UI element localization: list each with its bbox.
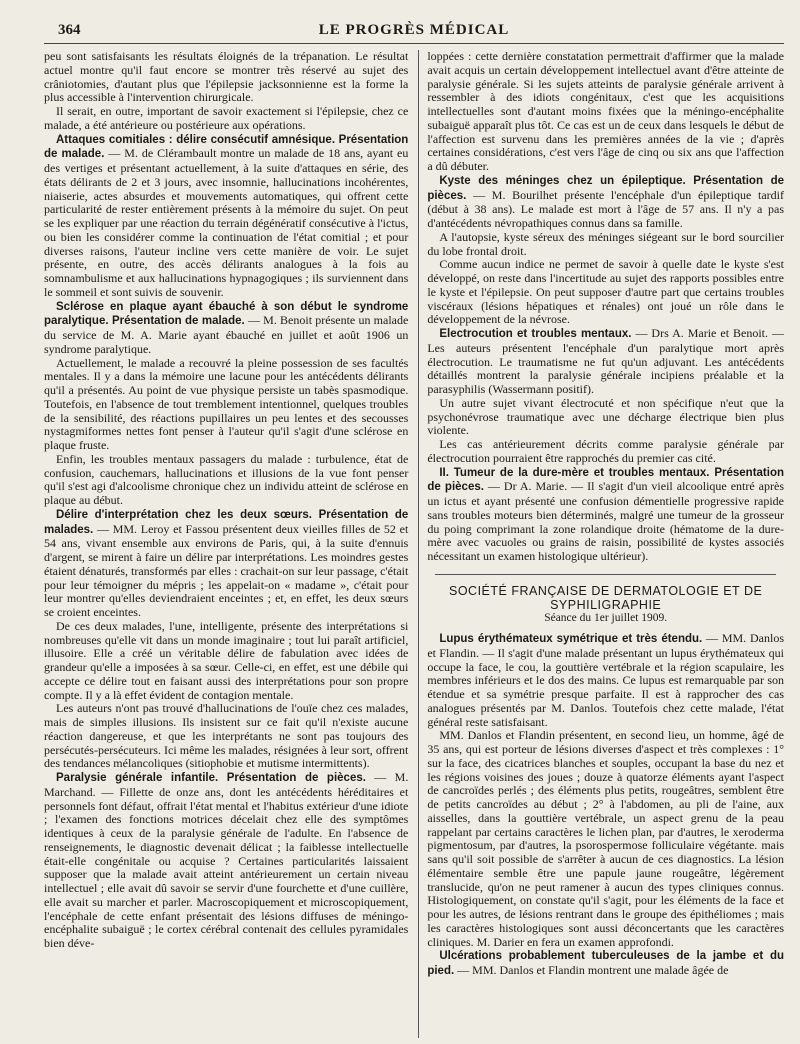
text-columns <box>44 50 784 1038</box>
section-title: Délire d'interprétation chez les deux sœurs. Présentation de malades. <box>44 508 409 536</box>
paragraph <box>44 133 408 300</box>
paragraph <box>44 702 408 771</box>
paragraph-text: — MM. Danlos et Flandin. — Il s'agit d'une malade présentant un lupus érythémateux qui occupe la face, le cou, la gouttière vertébrale et la région scapulaire, les membres inférieurs et le dos des mains. Ce lupus est remarquable par son étendue et sa symétrie presque parfaite. Il est à rapprocher des cas analogues présentés par M. Danlos. Toutefois chez cette malade, l'état général reste satisfaisant. <box>427 631 784 729</box>
paragraph <box>427 438 784 466</box>
paragraph-text: peu sont satisfaisants les résultats éloignés de la trépanation. Le résultat actuel montre qu'il faut encore se montrer très réservé au sujet des crâniotomies, d'autant plus que l'épilepsie jacksonnienne est la forme la plus accessible à l'intervention chirurgicale. <box>44 50 409 105</box>
paragraph <box>427 397 784 438</box>
paragraph-text: — M. Bourilhet présente l'encéphale d'un épileptique tardif (début à 38 ans). Le malade est mort à l'âge de 57 ans. Il n'y a pas d'antécédents névropathiques connus dans sa famille. <box>427 187 784 230</box>
paragraph <box>44 357 408 453</box>
header-rule <box>44 43 784 44</box>
paragraph <box>427 466 784 564</box>
paragraph <box>44 771 408 951</box>
running-head: LE PROGRÈS MÉDICAL <box>318 22 510 38</box>
paragraph <box>44 508 408 620</box>
paragraph-text: — M. de Clérambault montre un malade de 18 ans, ayant eu des vertiges et présentant actuellement, à la suite d'attaques en série, des états délirants de 2 et 3 jours, avec insomnie, hallucinations incohérentes, niaiserie, actes absurdes et mouvements automatiques, qui offrent cette particularité de rester entièrement présents à la mémoire du sujet. On peut se les expliquer par une réaction du terrain dégénératif consécutive à l'ictus, ou bien les considérer comme la continuation de l'état comitial ; et pour diverses raisons, l'auteur incline vers cette manière de voir. Le sujet présente, en outre, des accès délirants analogues à la fois au somnambulisme et aux hallucinations hypnagogiques ; ils surviennent dans le sommeil et sont suivis de souvenir. <box>44 146 409 299</box>
right-column <box>418 50 784 1038</box>
section-title: Lupus érythémateux symétrique et très étendu. <box>439 633 703 645</box>
paragraph <box>44 620 408 703</box>
paragraph-text: — M. Marchand. — Fillette de onze ans, dont les antécédents héréditaires et personnels font défaut, offrait l'état mental et l'habitus extérieur d'une idiote ; l'examen des fonctions motrices décelait chez elle des symptômes identiques à ceux de la paralysie générale de l'adulte. En l'absence de renseignements, le diagnostic devenait délicat ; la faiblesse intellectuelle était-elle congénitale ou acquise ? Certaines particularités laissaient supposer que la malade avait atteint antérieurement un certain niveau intellectuel ; elle avait dû savoir se servir d'une fourchette et d'une cuillère, elle avait su marcher et parler. Macroscopiquement et microscopiquement, l'encéphale de cette enfant présentait des lésions diffuses de méningo-encéphalite subaiguë ; le cortex cérébral contenait des cellules pyramidales bien déve- <box>44 770 409 950</box>
paragraph <box>427 327 784 397</box>
paragraph <box>427 949 784 979</box>
paragraph <box>427 50 784 174</box>
section-separator <box>435 574 776 575</box>
paragraph-text: Les cas antérieurement décrits comme paralysie générale par électrocution pourraient être rapprochés du premier cas cité. <box>427 437 784 465</box>
paragraph-text: A l'autopsie, kyste séreux des méninges siégeant sur le bord sourcilier du lobe frontal droit. <box>427 229 784 258</box>
section-title: Kyste des méninges chez un épileptique. Présentation de pièces. <box>427 174 784 202</box>
page-header <box>44 0 784 36</box>
society-heading: SOCIÉTÉ FRANÇAISE DE DERMATOLOGIE ET DE SYPHILIGRAPHIE <box>449 583 763 612</box>
seance-date: Séance du 1er juillet 1909. <box>544 612 668 625</box>
page-number: 364 <box>58 22 81 38</box>
section-title: Paralysie générale infantile. Présentation de pièces. <box>56 772 366 784</box>
paragraph <box>427 632 784 729</box>
right-column-part-2 <box>427 632 784 979</box>
paragraph-text: — MM. Leroy et Fassou présentent deux vieilles filles de 52 et 54 ans, vivant ensemble aux environs de Paris, qui, à la suite d'ennuis d'argent, se mirent à faire un délire par interprétations. Les moindres gestes étaient dénaturés, transformés par elles : crachait-on sur leur passage, c'était pour leur témoigner du mépris ; les appelait-on « madame », c'était pour leur montrer qu'elles deviendraient enceintes ; et, en effet, les deux sœurs se croient enceintes. <box>44 521 409 619</box>
paragraph-text: MM. Danlos et Flandin présentent, en second lieu, un homme, âgé de 35 ans, qui est porteur de lésions diverses d'aspect et très complexes : 1° sur la face, des cicatrices blanches et souples, occupant la base du nez et les régions voisines des joues ; douze à quatorze éléments ayant l'aspect de cancroïdes perlés ; des éléments plus petits, rougeâtres, semblent être de petits cancroïdes au début ; 2° à l'abdomen, au pli de l'aine, aux aisselles, dans la gouttière vertébrale, un aspect grenu de la peau rappelant par certains caractères le lichen plan, par d'autres, le xeroderma pigmentosum, par d'autres, la psorospermose folliculaire végétante. mais sans qu'il soit possible de s'arrêter à aucun de ces diagnostics. La lésion élémentaire semble être une papule jaune rougeâtre, légèrement translucide, qu'on ne peut ramener à aucun des types cliniques connus. Histologiquement, on constate qu'il s'agit, pour les éléments de la face et pour les autres, de lésions rentrant dans le groupe des épithéliomes ; mais les caractères histologiques sont aussi déconcertants que les caractères cliniques. M. Darier en fera un examen approfondi. <box>427 728 784 949</box>
paragraph-text: Les auteurs n'ont pas trouvé d'hallucinations de l'ouïe chez ces malades, mais de simples illusions. Ils insistent sur ce fait qu'il n'existe aucune réaction dangereuse, et que les interprétants ne sont pas toujours des persécutés-persécuteurs. Ici même les malades, résignées à leur sort, offrent des tendances mélancoliques (sitiophobie et mutisme intermittents). <box>44 701 409 771</box>
paragraph <box>44 453 408 508</box>
paragraph-text: — M. Benoit présente un malade du service de M. A. Marie ayant ébauché en juillet et août 1906 un syndrome paralytique. <box>44 313 409 356</box>
left-column <box>44 50 418 1038</box>
paragraph-text: loppées : cette dernière constatation permettrait d'affirmer que la malade avait acquis un certain développement intellectuel avant d'être atteinte de paralysie générale. Si les sujets atteints de paralysie générale arrivent à ressembler à des idiots congénitaux, c'est que les acquisitions intellectuelles sont d'autant moins fixées que la méningo-encéphalite subaiguë apparaît plus tôt. Ce cas est un de ceux dans lesquels le début de l'affection est survenu dans les premières années de la vie ; d'après certaines considérations, c'est vers l'âge de cinq ou six ans que l'affection a dû débuter. <box>427 50 784 173</box>
section-title: II. Tumeur de la dure-mère et troubles mentaux. Présentation de pièces. <box>427 466 784 494</box>
paragraph <box>427 231 784 259</box>
right-column-part-1 <box>427 50 784 564</box>
paragraph-text: Comme aucun indice ne permet de savoir à quelle date le kyste s'est développé, on reste dans l'incertitude au sujet des rapports possibles entre le kyste et l'épilepsie. On peut supposer d'autre part que certains troubles viscéraux (lésions hépatiques et rénales) ont joué un rôle dans le développement de la névrose. <box>427 257 784 327</box>
section-title: Attaques comitiales : délire consécutif amnésique. Présentation de malade. <box>44 133 409 161</box>
paragraph-text: — MM. Danlos et Flandin montrent une malade âgée de <box>457 963 729 977</box>
paragraph-text: Il serait, en outre, important de savoir exactement si l'épilepsie, chez ce malade, a été antérieure ou postérieure aux opérations. <box>44 104 409 132</box>
section-title: Electrocution et troubles mentaux. <box>439 328 632 340</box>
paragraph-text: — Dr A. Marie. — Il s'agit d'un vieil alcoolique entré après un ictus et ayant présenté une confusion démentielle progressive rapide sans troubles moteurs bien déterminés, malgré une tumeur de la grosseur du poing comprimant la zone rolandique droite (hématome de la dure-mère avec vacuoles ou grains de raisin, possibilité de kystes associés nécessitant un examen histologique ultérieur). <box>427 479 784 563</box>
paragraph <box>427 729 784 949</box>
paragraph <box>44 300 408 357</box>
paragraph-text: — Drs A. Marie et Benoit. — Les auteurs présentent l'encéphale d'un paralytique mort après électrocution. Le traumatisme ne fut qu'un adjuvant. Les antécédents détaillés montrent la paralysie générale incipiens préalable et la parasyphilis (Wassermann positif). <box>427 326 784 396</box>
paragraph <box>427 258 784 327</box>
section-title: Sclérose en plaque ayant ébauché à son début le syndrome paralytique. Présentation de malade. <box>44 300 409 328</box>
section-title: Ulcérations probablement tuberculeuses de la jambe et du pied. <box>427 950 784 977</box>
paragraph-text: Actuellement, le malade a recouvré la pleine possession de ses facultés mentales. Il y a dans la mémoire une lacune pour les antécédents délirants qu'il a présentés. Au point de vue physique persiste un tabès spasmodique. Toutefois, en l'absence de tout tremblement intentionnel, quelques troubles de la sensibilité, des réactions pupillaires un peu lentes et des secousses nystagmiformes nettes font penser à l'auteur qu'il s'agit d'une sclérose en plaque fruste. <box>44 355 409 452</box>
paragraph <box>44 105 408 133</box>
paragraph-text: De ces deux malades, l'une, intelligente, présente des interprétations si nombreuses qu'elle vit dans un monde imaginaire ; tout lui paraît artificiel, illusoire. Elle a créé un véritable délire de fabulation avec idées de grandeur qu'elle a imposées à sa sœur. Celle-ci, en effet, est une débile qui accepte ce délire tout en faisant aussi des interprétations pour son propre compte. Il y a là effet évident de contagion mentale. <box>44 618 409 702</box>
paragraph-text: Un autre sujet vivant électrocuté et non spécifique n'eut que la psychonévrose traumatique avec une décharge électrique bien plus violente. <box>427 395 784 438</box>
paragraph <box>427 174 784 231</box>
paragraph-text: Enfin, les troubles mentaux passagers du malade : turbulence, état de confusion, cauchemars, hallucinations et illusions de la vue font penser qu'il s'est agi d'alcoolisme chronique chez un individu atteint de sclérose en plaque au début. <box>44 451 409 507</box>
paragraph <box>44 50 408 105</box>
